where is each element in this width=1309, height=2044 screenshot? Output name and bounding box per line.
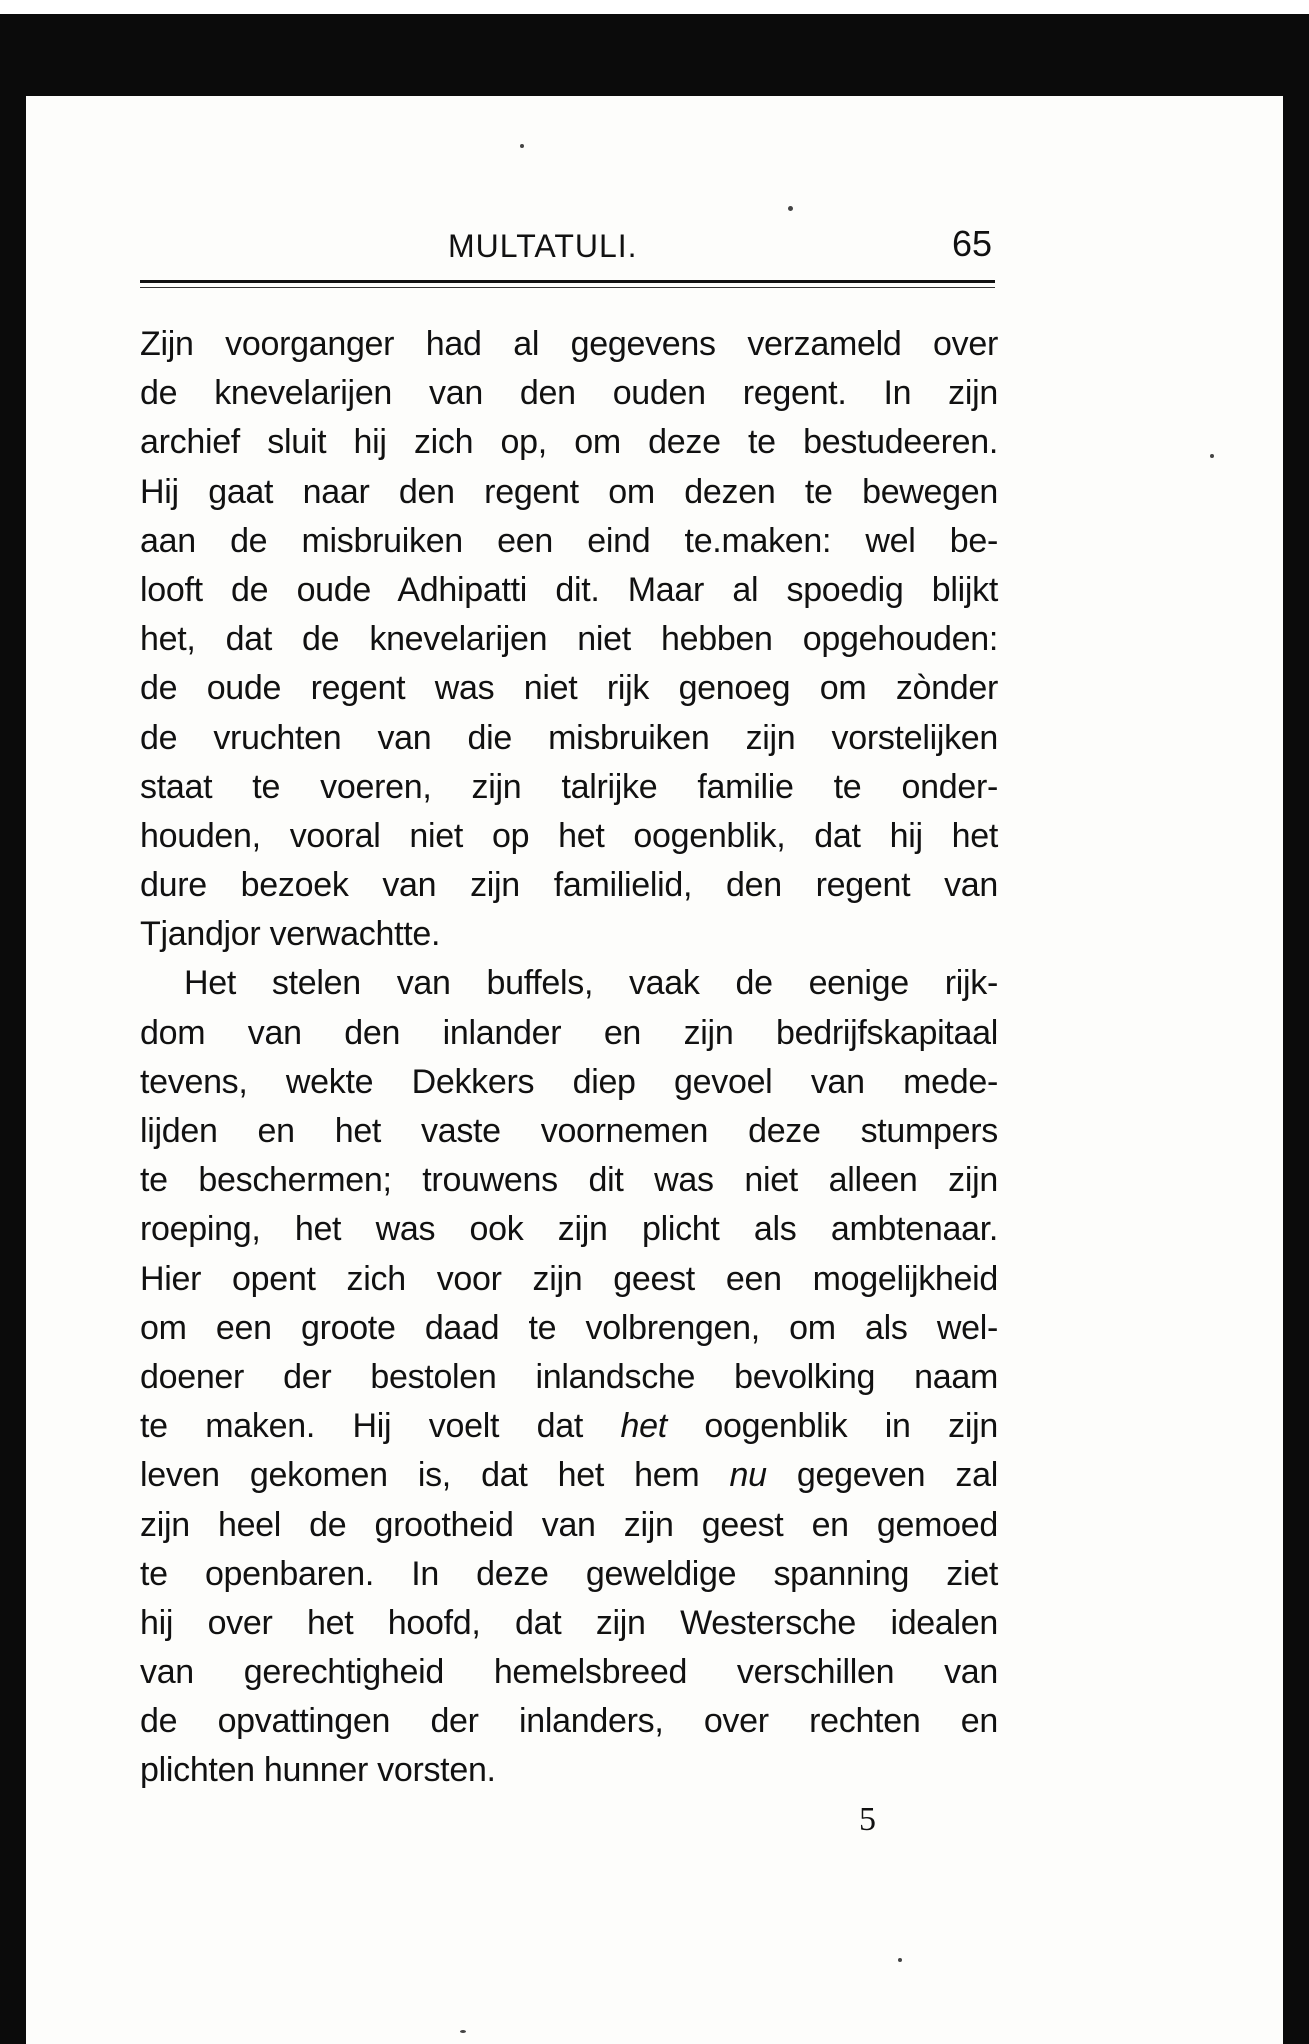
emphasis-word: het (620, 1407, 667, 1446)
text-line: Tjandjor verwachtte. (140, 915, 441, 954)
signature-mark: 5 (859, 1801, 876, 1838)
text-line: staat te voeren, zijn talrijke familie te onder- (140, 767, 998, 806)
scan-border-left (0, 14, 26, 2044)
text-line: de knevelarijen van den ouden regent. In zijn (140, 374, 998, 413)
dust-speck (788, 206, 793, 211)
text-line: van gerechtigheid hemelsbreed verschillen van (140, 1653, 998, 1692)
text-line: te beschermen; trouwens dit was niet alleen zijn (140, 1161, 998, 1200)
text-line: hij over het hoofd, dat zijn Westersche idealen (140, 1603, 998, 1642)
emphasis-word: nu (729, 1456, 767, 1495)
text-line: doener der bestolen inlandsche bevolking naam (140, 1357, 998, 1396)
text-line: de opvattingen der inlanders, over rechten en (140, 1702, 998, 1741)
header-rule (140, 280, 995, 283)
text-line-with-emphasis (140, 1451, 998, 1500)
running-head-title: MULTATULI. (448, 228, 638, 264)
header-rule-thin (140, 287, 995, 288)
text-line: de oude regent was niet rijk genoeg om zònder (140, 669, 998, 708)
scan-border-top (0, 14, 1309, 96)
text-line-with-emphasis (140, 1402, 998, 1451)
text-line: tevens, wekte Dekkers diep gevoel van mede- (140, 1062, 998, 1101)
dust-speck (520, 144, 524, 148)
text-line: roeping, het was ook zijn plicht als ambtenaar. (140, 1210, 998, 1249)
dust-speck (898, 1958, 902, 1962)
text-line: Zijn voorganger had al gegevens verzameld over (140, 325, 998, 363)
text-line: het, dat de knevelarijen niet hebben opgehouden: (140, 620, 998, 659)
text-line: Hier opent zich voor zijn geest een mogelijkheid (140, 1259, 998, 1298)
running-head-page-number: 65 (952, 223, 993, 264)
dust-speck (1210, 454, 1214, 458)
text-line: om een groote daad te volbrengen, om als wel- (140, 1308, 998, 1347)
text-line: te openbaren. In deze geweldige spanning ziet (140, 1554, 998, 1593)
text-line: dure bezoek van zijn familielid, den regent van (140, 866, 998, 905)
body-text (140, 320, 998, 1796)
text-line: Het stelen van buffels, vaak de eenige rijk- (184, 964, 998, 1003)
scan-border-right (1283, 14, 1309, 2044)
text-line: houden, vooral niet op het oogenblik, dat hij het (140, 816, 998, 855)
text-line: dom van den inlander en zijn bedrijfskapitaal (140, 1013, 998, 1052)
text-line: zijn heel de grootheid van zijn geest en gemoed (140, 1505, 998, 1544)
text-line: lijden en het vaste voornemen deze stumpers (140, 1112, 998, 1150)
text-segment: te maken. Hij voelt dat (140, 1407, 621, 1446)
text-line: plichten hunner vorsten. (140, 1751, 496, 1790)
text-line: archief sluit hij zich op, om deze te bestudeeren. (140, 423, 998, 462)
text-line: looft de oude Adhipatti dit. Maar al spoedig blijkt (140, 570, 998, 609)
text-line: de vruchten van die misbruiken zijn vorstelijken (140, 718, 998, 757)
text-segment: gegeven zal (766, 1456, 998, 1495)
text-line: Hij gaat naar den regent om dezen te bewegen (140, 472, 998, 511)
text-segment: oogenblik in zijn (666, 1407, 998, 1446)
text-segment: leven gekomen is, dat het hem (140, 1456, 730, 1495)
dust-speck (460, 2030, 466, 2033)
text-line: aan de misbruiken een eind te.maken: wel be- (140, 521, 998, 560)
